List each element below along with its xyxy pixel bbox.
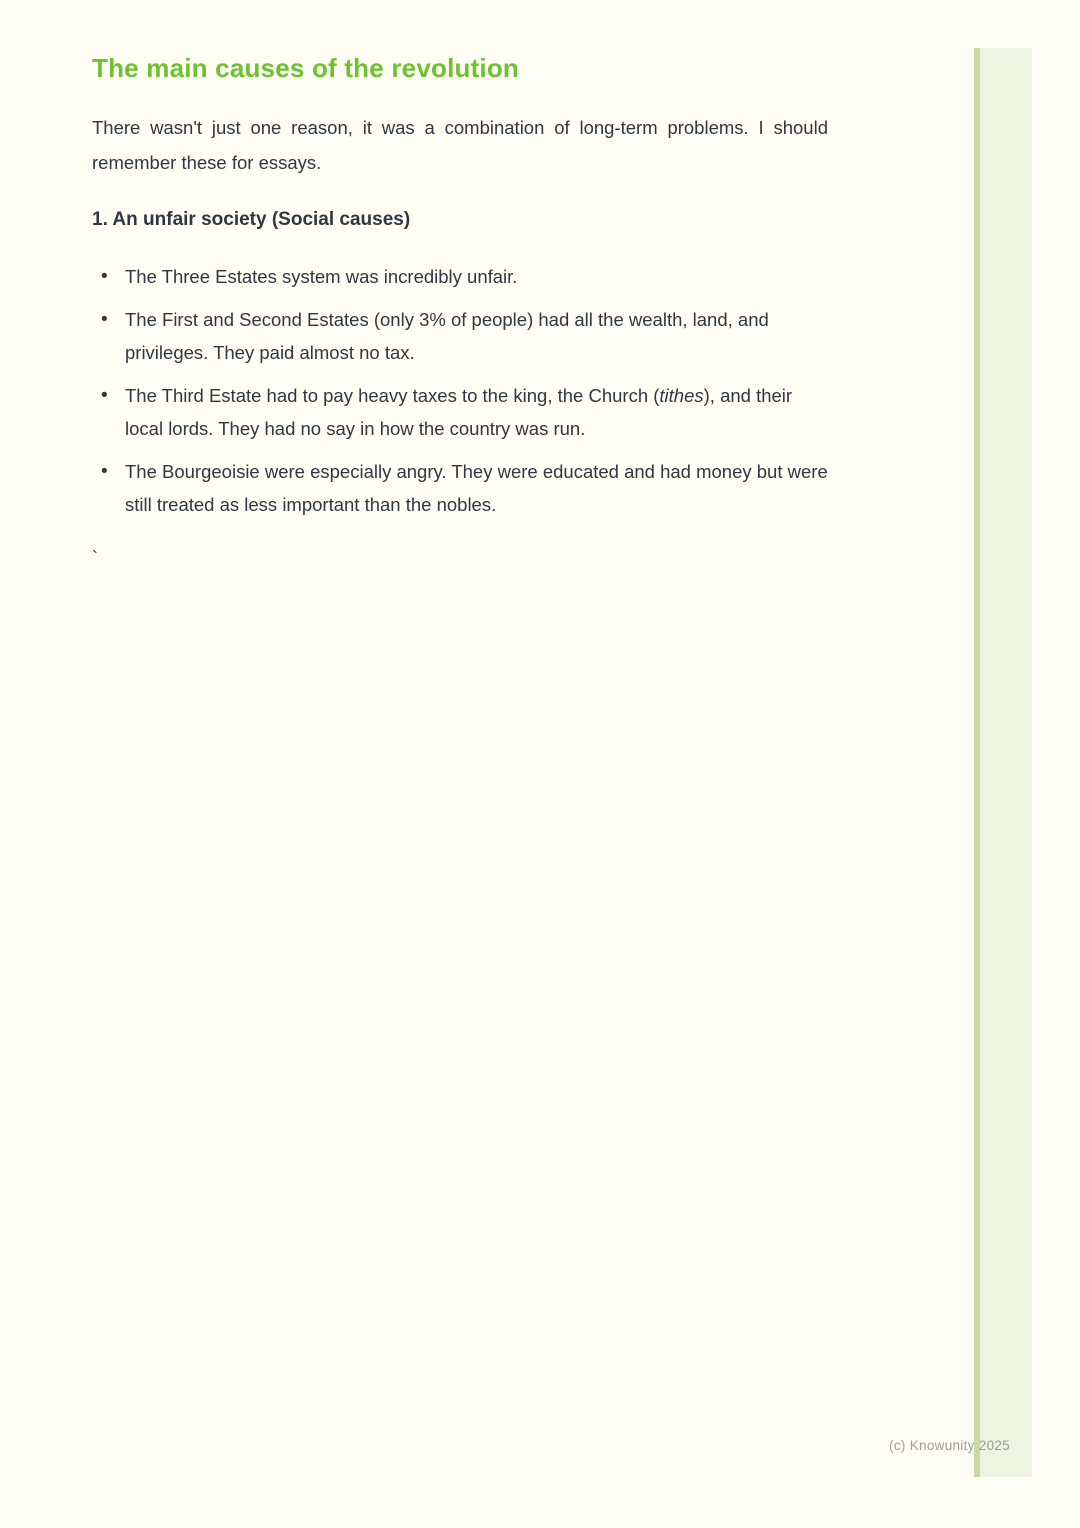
document-content <box>92 52 828 569</box>
page-edge-green-strip <box>974 48 1032 1477</box>
list-item <box>92 379 828 445</box>
list-item <box>92 260 828 293</box>
bullet-list <box>92 260 828 521</box>
page-title: The main causes of the revolution <box>92 53 520 83</box>
list-item-text: The First and Second Estates (only 3% of people) had all the wealth, land, and privileges. They paid almost no tax. <box>125 309 769 363</box>
intro-paragraph: There wasn't just one reason, it was a combination of long-term problems. I should remember these for essays. <box>92 117 828 173</box>
list-item-text: The Three Estates system was incredibly unfair. <box>125 266 518 287</box>
list-item <box>92 303 828 369</box>
watermark-text: (c) Knowunity 2025 <box>889 1438 1010 1453</box>
list-item <box>92 455 828 521</box>
section-heading: 1. An unfair society (Social causes) <box>92 209 411 230</box>
stray-backtick-character: ` <box>92 548 98 568</box>
list-item-text-post: ), and their local lords. They had no say in how the country was run. <box>125 385 793 439</box>
list-item-text-italic: tithes <box>659 385 704 406</box>
list-item-text-pre: The Third Estate had to pay heavy taxes to the king, the Church ( <box>125 385 660 406</box>
list-item-text: The Bourgeoisie were especially angry. They were educated and had money but were still treated as less important than the nobles. <box>125 461 828 515</box>
